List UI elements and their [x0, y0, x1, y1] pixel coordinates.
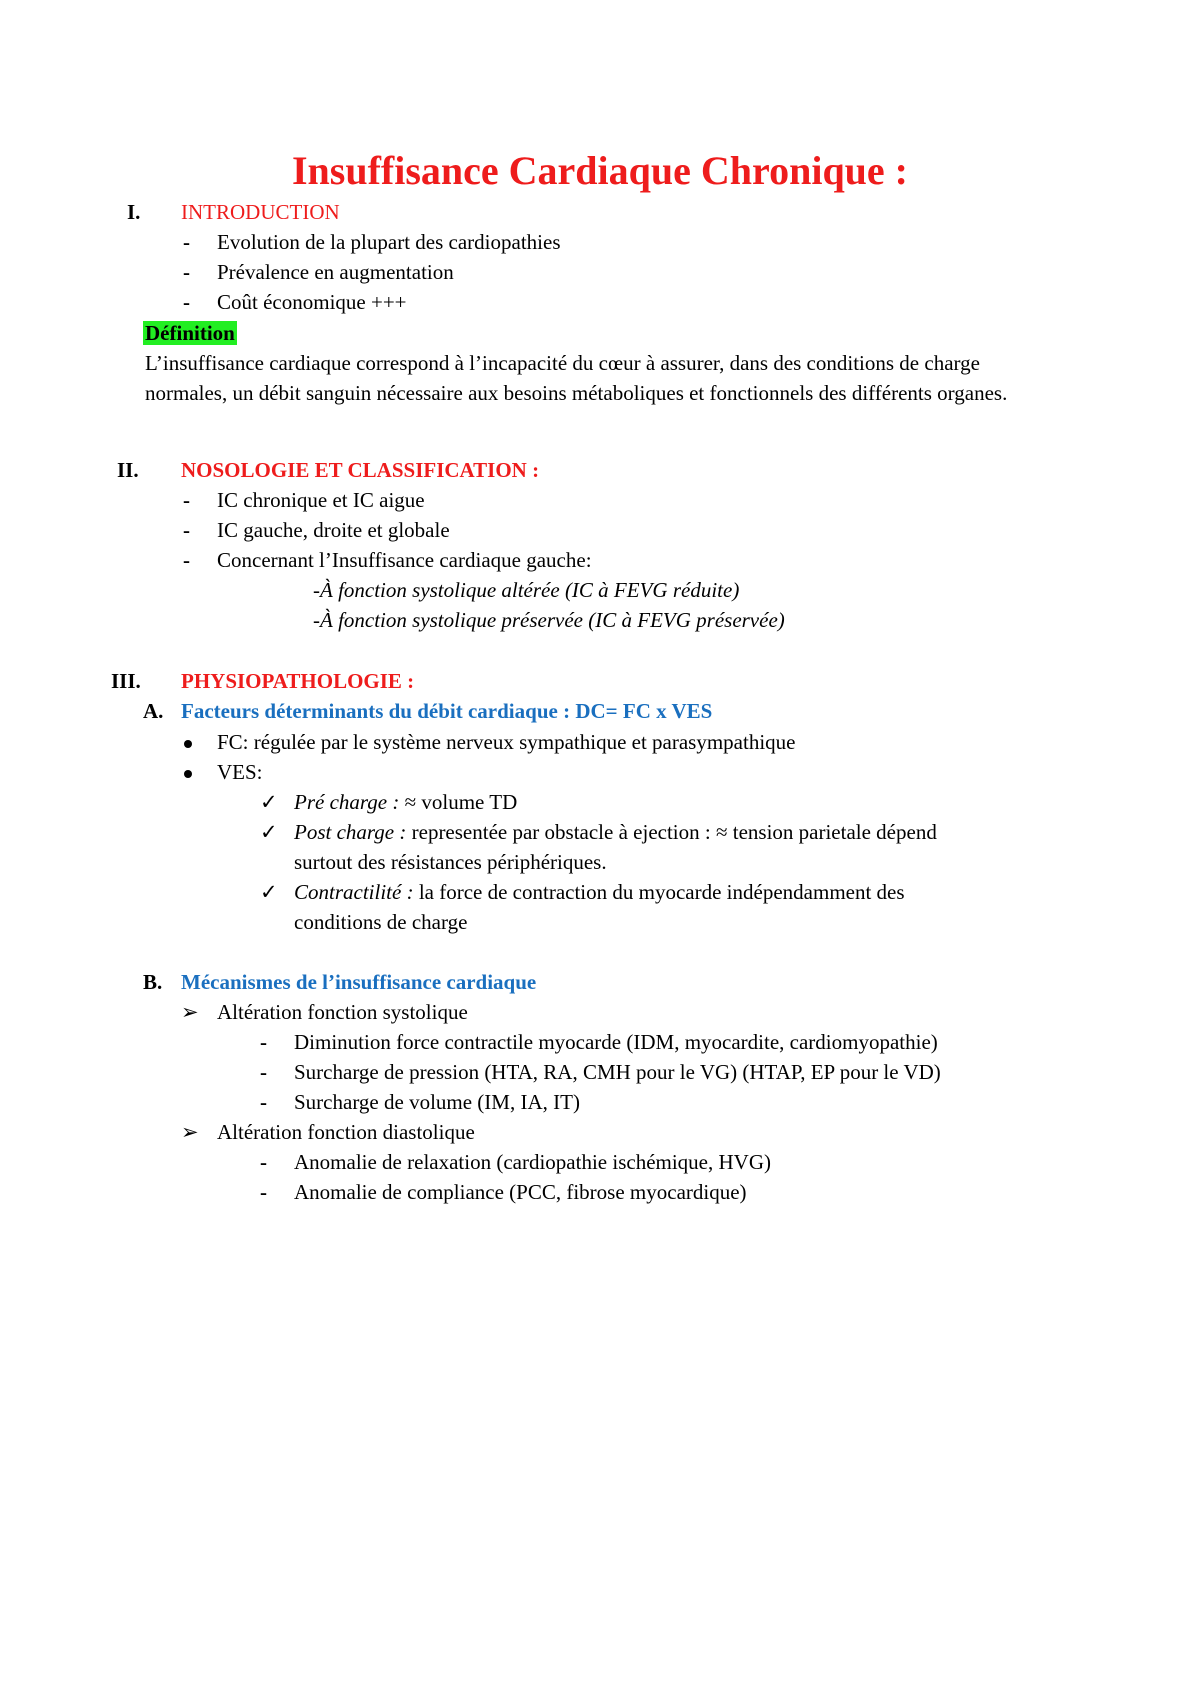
check-item-continued: surtout des résistances périphériques. — [294, 850, 607, 874]
list-item: Concernant l’Insuffisance cardiaque gauche: — [217, 548, 592, 572]
dash-bullet-icon: - — [260, 1180, 267, 1204]
dot-bullet-icon — [184, 757, 192, 787]
section-3-heading: PHYSIOPATHOLOGIE : — [181, 669, 415, 693]
check-icon: ✓ — [260, 820, 278, 844]
check-item — [294, 877, 905, 907]
subsection-b-letter: B. — [143, 970, 163, 994]
list-item: Coût économique +++ — [217, 290, 407, 314]
section-2-number: II. — [117, 458, 139, 482]
dash-bullet-icon: - — [183, 260, 190, 284]
check-term: Pré charge : — [294, 790, 400, 814]
dash-bullet-icon: - — [260, 1030, 267, 1054]
check-icon: ✓ — [260, 790, 278, 814]
check-item-continued: conditions de charge — [294, 910, 468, 934]
section-2-heading: NOSOLOGIE ET CLASSIFICATION : — [181, 458, 540, 482]
dash-bullet-icon: - — [183, 548, 190, 572]
subsection-a-heading: Facteurs déterminants du débit cardiaque : DC= FC x VES — [181, 699, 713, 723]
page-title: Insuffisance Cardiaque Chronique : — [291, 148, 909, 193]
group-label: Altération fonction diastolique — [217, 1120, 475, 1144]
arrow-bullet-icon: ➢ — [181, 1120, 199, 1144]
subsection-a-letter: A. — [143, 699, 164, 723]
list-item: Surcharge de pression (HTA, RA, CMH pour le VG) (HTAP, EP pour le VD) — [294, 1060, 941, 1084]
dash-bullet-icon: - — [260, 1060, 267, 1084]
subsection-b-heading: Mécanismes de l’insuffisance cardiaque — [181, 970, 537, 994]
check-term: Post charge : — [294, 820, 407, 844]
dash-bullet-icon: - — [183, 230, 190, 254]
dash-bullet-icon: - — [183, 518, 190, 542]
definition-text: L’insuffisance cardiaque correspond à l’incapacité du cœur à assurer, dans des conditions de charge normales, un débit sanguin nécessaire aux besoins métaboliques et fonctionnels des différents organes. — [145, 351, 1008, 405]
sub-item: -À fonction systolique préservée (IC à FEVG préservée) — [313, 608, 785, 632]
list-item: VES: — [217, 760, 263, 784]
sub-item: -À fonction systolique altérée (IC à FEVG réduite) — [313, 578, 740, 602]
dash-bullet-icon: - — [183, 290, 190, 314]
dash-bullet-icon: - — [260, 1090, 267, 1114]
check-text: representée par obstacle à ejection : ≈ tension parietale dépend — [406, 820, 937, 844]
dash-bullet-icon: - — [183, 488, 190, 512]
list-item: Diminution force contractile myocarde (IDM, myocardite, cardiomyopathie) — [294, 1030, 938, 1054]
check-icon: ✓ — [260, 880, 278, 904]
list-item: Surcharge de volume (IM, IA, IT) — [294, 1090, 580, 1114]
check-term: Contractilité : — [294, 880, 414, 904]
list-item: Prévalence en augmentation — [217, 260, 454, 284]
dot-bullet-icon — [184, 727, 192, 757]
check-item — [294, 817, 937, 847]
definition-label — [143, 318, 237, 348]
arrow-bullet-icon: ➢ — [181, 1000, 199, 1024]
list-item: IC gauche, droite et globale — [217, 518, 450, 542]
list-item: FC: régulée par le système nerveux sympathique et parasympathique — [217, 730, 796, 754]
list-item: Anomalie de compliance (PCC, fibrose myocardique) — [294, 1180, 747, 1204]
definition-highlight: Définition — [145, 321, 235, 345]
list-item: IC chronique et IC aigue — [217, 488, 425, 512]
dash-bullet-icon: - — [260, 1150, 267, 1174]
section-1-number: I. — [127, 200, 141, 224]
group-label: Altération fonction systolique — [217, 1000, 468, 1024]
check-text: ≈ volume TD — [399, 790, 518, 814]
check-item — [294, 787, 517, 817]
section-1-heading: INTRODUCTION — [181, 200, 340, 224]
list-item: Evolution de la plupart des cardiopathies — [217, 230, 561, 254]
section-3-number: III. — [111, 669, 141, 693]
check-text: la force de contraction du myocarde indépendamment des — [413, 880, 905, 904]
list-item: Anomalie de relaxation (cardiopathie ischémique, HVG) — [294, 1150, 771, 1174]
